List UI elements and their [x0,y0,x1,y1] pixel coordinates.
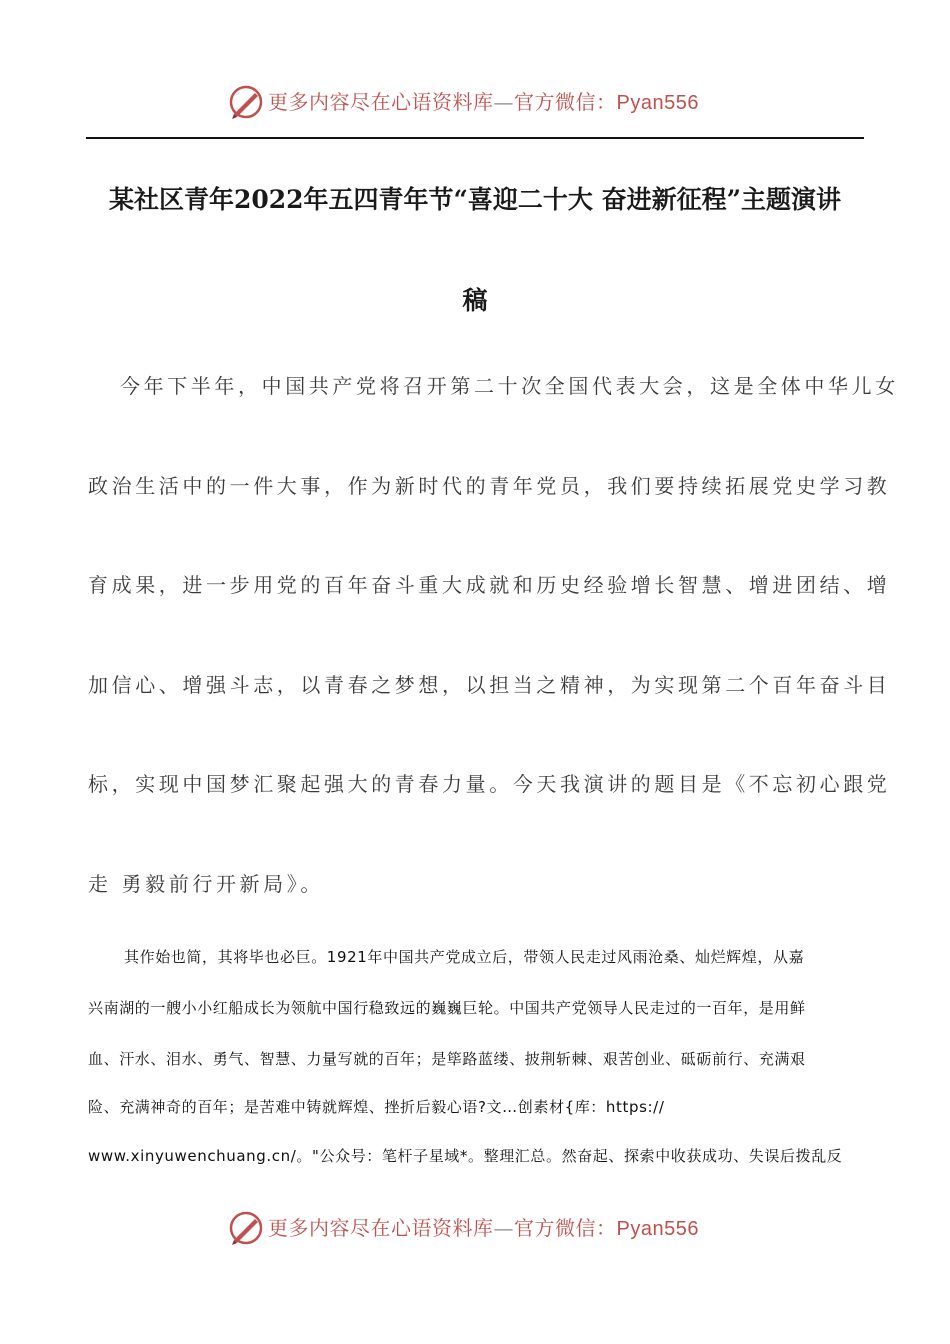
para1-line: 育成果，进一步用党的百年奋斗重大成就和历史经验增长智慧、增进团结、增 [88,573,891,597]
para2-line: 血、汗水、泪水、勇气、智慧、力量写就的百年；是筚路蓝缕、披荆斩棘、艰苦创业、砥砺前行、充满艰 [88,1050,806,1068]
footer-banner [0,1208,950,1248]
header-banner-dash: — [493,90,514,114]
header-banner-cn: 更多内容尽在心语资料库 [268,90,494,114]
footer-banner-text [268,1215,699,1242]
para1-line: 标，实现中国梦汇聚起强大的青春力量。今天我演讲的题目是《不忘初心跟党 [88,772,891,796]
para1-line: 今年下半年，中国共产党将召开第二十次全国代表大会，这是全体中华儿女 [120,374,899,398]
para2-line: www.xinyuwenchuang.cn/。"公众号：笔杆子星域*。整理汇总。然奋起、探索中收获成功、失误后拨乱反 [88,1147,843,1165]
header-wechat-label: 官方微信： [514,90,617,114]
footer-wechat-id: Pyan556 [616,1218,699,1240]
document-title-line-1: 某社区青年2022年五四青年节“喜迎二十大 奋进新征程”主题演讲 [108,185,842,214]
footer-banner-cn: 更多内容尽在心语资料库 [268,1216,494,1240]
para2-line: 兴南湖的一艘小小红船成长为领航中国行稳致远的巍巍巨轮。中国共产党领导人民走过的一百年，是用鲜 [88,999,806,1017]
para1-line: 加信心、增强斗志，以青春之梦想，以担当之精神，为实现第二个百年奋斗目 [88,673,891,697]
header-banner [0,82,950,122]
para2-line: 其作始也简，其将毕也必巨。1921年中国共产党成立后，带领人民走过风雨沧桑、灿烂辉煌，从嘉 [124,948,805,966]
header-wechat-id: Pyan556 [616,92,699,114]
footer-wechat-label: 官方微信： [514,1216,617,1240]
pen-logo-icon [228,1210,264,1246]
document-title-line-2: 稿 [462,286,488,315]
para1-line: 走 勇毅前行开新局》。 [88,872,324,896]
para2-line: 险、充满神奇的百年；是苦难中铸就辉煌、挫折后毅心语?文…创素材{库：https:// [88,1098,665,1116]
footer-banner-dash: — [493,1216,514,1240]
pen-logo-icon [228,84,264,120]
header-banner-text [268,89,699,116]
para1-line: 政治生活中的一件大事，作为新时代的青年党员，我们要持续拓展党史学习教 [88,474,891,498]
header-divider [86,137,864,139]
